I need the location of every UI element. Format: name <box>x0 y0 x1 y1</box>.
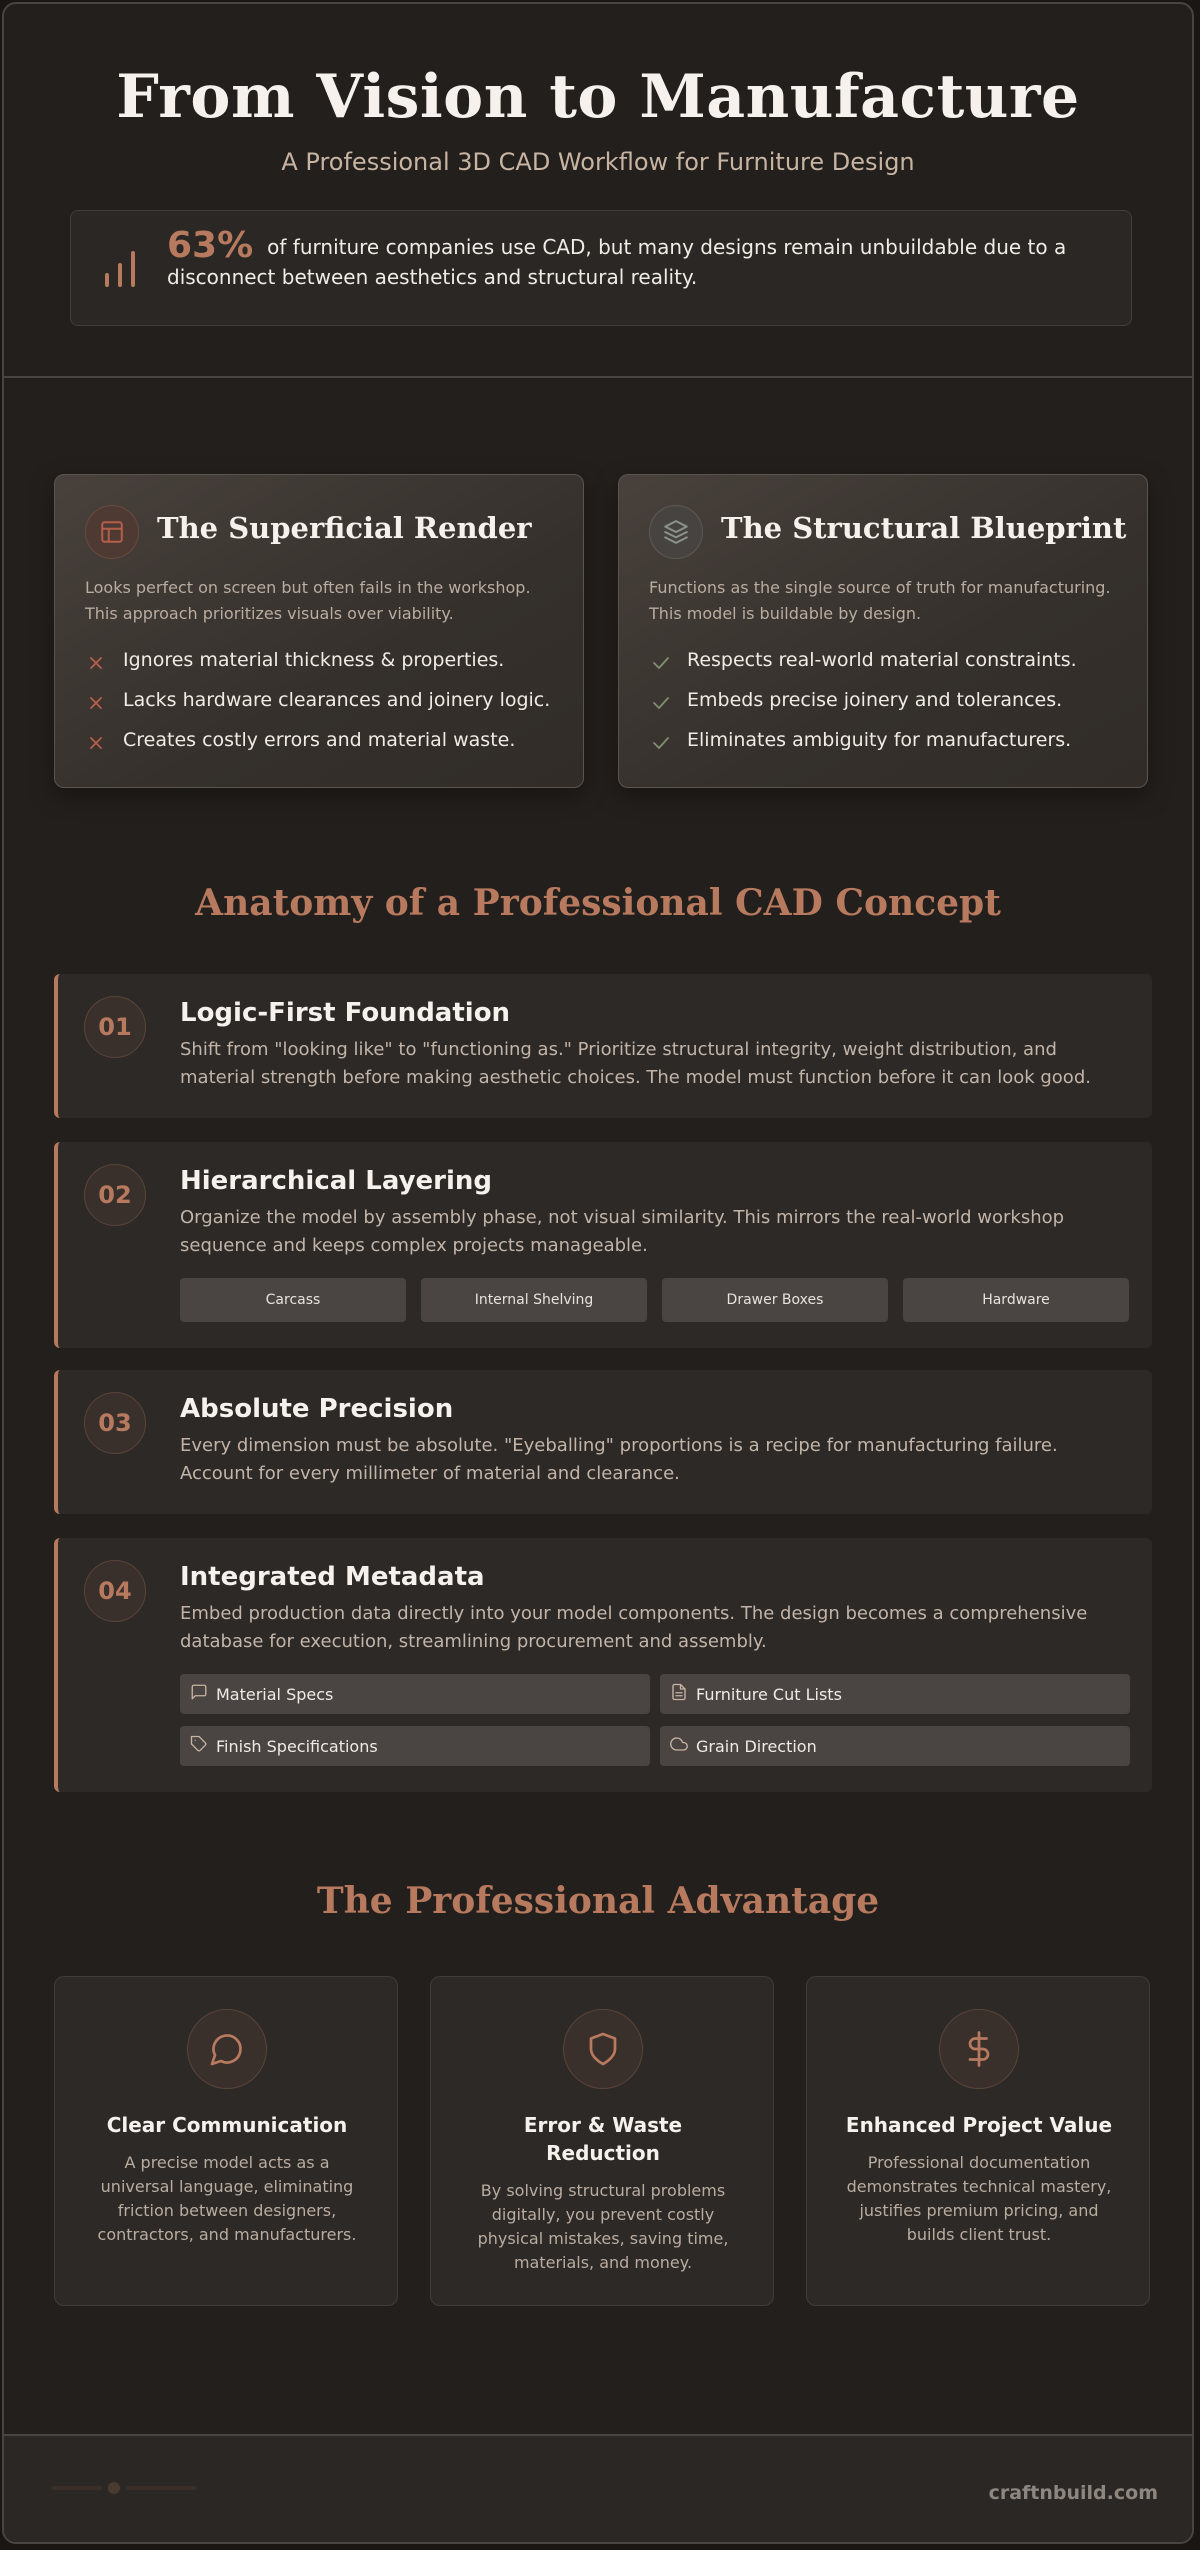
logo-icon[interactable] <box>52 2476 202 2500</box>
structural-list <box>649 647 1129 767</box>
file-text-icon <box>670 1683 696 1705</box>
list-item-text: Embeds precise joinery and tolerances. <box>687 689 1063 711</box>
superficial-title: The Superficial Render <box>157 511 532 545</box>
x-icon <box>87 653 105 679</box>
list-item-text: Lacks hardware clearances and joinery logic. <box>123 689 551 711</box>
step-number: 01 <box>84 996 146 1058</box>
list-item <box>85 687 565 727</box>
anatomy-step-03 <box>54 1370 1152 1514</box>
metadata-chip-furniture-cut-lists <box>660 1674 1130 1714</box>
cloud-icon <box>670 1735 696 1757</box>
page-subtitle: A Professional 3D CAD Workflow for Furniture Design <box>281 148 915 176</box>
step-title: Absolute Precision <box>180 1394 454 1424</box>
advantage-description: By solving structural problems digitally, you prevent costly physical mistakes, saving time, materials, and money. <box>477 2181 729 2272</box>
step-description: Embed production data directly into your model components. The design becomes a comprehensive database for execution, streamlining procurement and assembly. <box>180 1603 1088 1652</box>
metadata-label: Material Specs <box>216 1684 334 1704</box>
metadata-chip-grain-direction <box>660 1726 1130 1766</box>
advantage-description: Professional documentation demonstrates technical mastery, justifies premium pricing, and builds client trust. <box>846 2153 1112 2244</box>
header <box>4 4 1192 378</box>
list-item-text: Eliminates ambiguity for manufacturers. <box>687 729 1072 751</box>
layer-chip-carcass: Carcass <box>180 1278 406 1322</box>
metadata-label: Furniture Cut Lists <box>696 1684 842 1704</box>
anatomy-step-04 <box>54 1538 1152 1792</box>
check-icon <box>651 733 671 759</box>
page <box>2 2 1194 2544</box>
stat-text-block <box>167 225 1107 292</box>
layer-chip-hardware: Hardware <box>903 1278 1129 1322</box>
step-title: Logic-First Foundation <box>180 998 511 1028</box>
advantage-title: Enhanced Project Value <box>845 2113 1113 2137</box>
page-title: From Vision to Manufacture <box>116 62 1080 132</box>
advantage-title: Error & Waste Reduction <box>523 2113 683 2165</box>
advantage-card-project-value <box>806 1976 1150 2306</box>
step-description: Every dimension must be absolute. "Eyeballing" proportions is a recipe for manufacturing failure. Account for every millimeter of material and clearance. <box>180 1435 1058 1484</box>
stat-value: 63% <box>167 225 254 266</box>
list-item-text: Respects real-world material constraints. <box>687 649 1077 671</box>
list-item-text: Ignores material thickness & properties. <box>123 649 505 671</box>
bar-chart-icon <box>103 249 137 293</box>
anatomy-step-02 <box>54 1142 1152 1348</box>
advantage-description: A precise model acts as a universal language, eliminating friction between designers, contractors, and manufacturers. <box>97 2153 357 2244</box>
check-icon <box>651 693 671 719</box>
list-item <box>649 687 1129 727</box>
layer-chip-drawer-boxes: Drawer Boxes <box>662 1278 888 1322</box>
layer-chip-internal-shelving: Internal Shelving <box>421 1278 647 1322</box>
advantage-title: Clear Communication <box>106 2113 348 2137</box>
dollar-icon <box>939 2009 1019 2089</box>
tag-icon <box>190 1735 216 1757</box>
list-item <box>85 727 565 767</box>
shield-icon <box>563 2009 643 2089</box>
message-square-icon <box>190 1683 216 1705</box>
list-item <box>85 647 565 687</box>
metadata-chip-finish-specifications <box>180 1726 650 1766</box>
anatomy-section-title: Anatomy of a Professional CAD Concept <box>195 882 1001 924</box>
superficial-list <box>85 647 565 767</box>
layout-icon <box>85 505 139 559</box>
footer-website-link[interactable]: craftnbuild.com <box>988 2482 1158 2504</box>
footer <box>4 2434 1192 2544</box>
step-number: 03 <box>84 1392 146 1454</box>
metadata-chip-material-specs <box>180 1674 650 1714</box>
check-icon <box>651 653 671 679</box>
structural-description: Functions as the single source of truth for manufacturing. This model is buildable by design. <box>649 578 1111 623</box>
step-description: Shift from "looking like" to "functioning as." Prioritize structural integrity, weight distribution, and material strength before making aesthetic choices. The model must function before it can look good. <box>180 1039 1091 1088</box>
structural-title: The Structural Blueprint <box>721 511 1127 545</box>
list-item-text: Creates costly errors and material waste. <box>123 729 516 751</box>
metadata-label: Finish Specifications <box>216 1736 378 1756</box>
step-number: 04 <box>84 1560 146 1622</box>
anatomy-step-01 <box>54 974 1152 1118</box>
advantage-card-error-reduction <box>430 1976 774 2306</box>
superficial-description: Looks perfect on screen but often fails in the workshop. This approach prioritizes visuals over viability. <box>85 578 531 623</box>
list-item <box>649 647 1129 687</box>
advantage-card-communication <box>54 1976 398 2306</box>
step-number: 02 <box>84 1164 146 1226</box>
structural-blueprint-card <box>618 474 1148 788</box>
x-icon <box>87 693 105 719</box>
step-title: Integrated Metadata <box>180 1562 485 1592</box>
advantage-section-title: The Professional Advantage <box>316 1880 880 1922</box>
speech-bubble-icon <box>187 2009 267 2089</box>
x-icon <box>87 733 105 759</box>
step-description: Organize the model by assembly phase, not visual similarity. This mirrors the real-world workshop sequence and keeps complex projects manageable. <box>180 1207 1065 1256</box>
metadata-label: Grain Direction <box>696 1736 817 1756</box>
step-title: Hierarchical Layering <box>180 1166 492 1196</box>
list-item <box>649 727 1129 767</box>
superficial-render-card <box>54 474 584 788</box>
layers-icon <box>649 505 703 559</box>
stat-description: of furniture companies use CAD, but many designs remain unbuildable due to a disconnect between aesthetics and structural reality. <box>167 235 1067 289</box>
stat-callout <box>70 210 1132 326</box>
